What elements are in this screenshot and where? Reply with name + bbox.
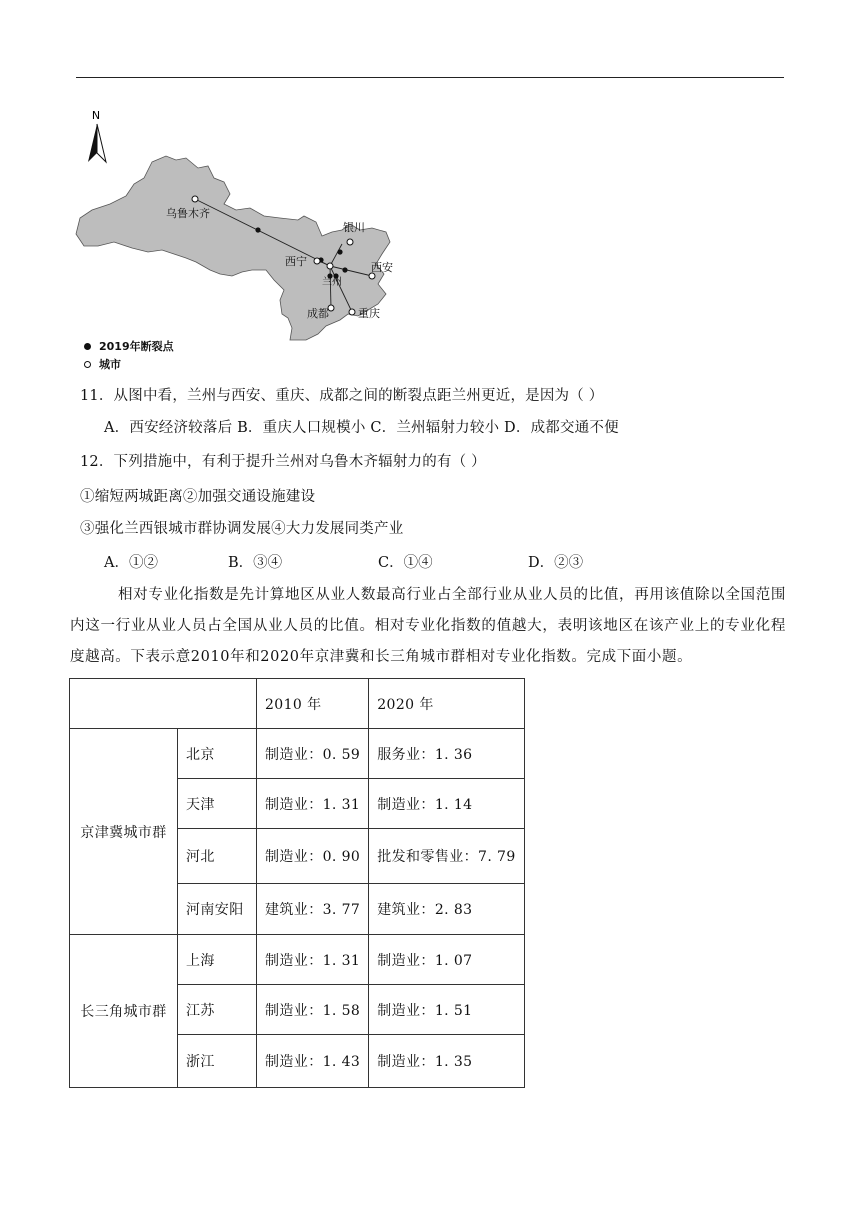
table-cell: 制造业：0. 90 (257, 829, 369, 884)
label-chongqing: 重庆 (358, 307, 380, 320)
passage: 相对专业化指数是先计算地区从业人数最高行业占全部行业从业人员的比值，再用该值除以全国范围内这一行业从业人员占全国从业人员的比值。相对专业化指数的值越大，表明该地区在该产业上的专业化程度越高。下表示意2010年和2020年京津冀和长三角城市群相对专业化指数。完成下面小题。 (70, 587, 786, 665)
table-cell: 建筑业：2. 83 (369, 884, 524, 935)
table-cell: 建筑业：3. 77 (257, 884, 369, 935)
table-header-row (70, 679, 525, 729)
table-cell: 江苏 (178, 985, 257, 1035)
table-cell: 服务业：1. 36 (369, 729, 524, 779)
group-label: 长三角城市群 (70, 935, 178, 1088)
label-urumqi: 乌鲁木齐 (166, 207, 210, 220)
header-rule (76, 77, 784, 78)
table-cell: 制造业：1. 35 (369, 1035, 524, 1088)
city-urumqi (192, 196, 198, 202)
q12-option-b: B．③④ (228, 555, 283, 571)
table-cell: 浙江 (178, 1035, 257, 1088)
table-header-cell: 2010 年 (257, 679, 369, 729)
city-xining (314, 258, 320, 264)
legend-breakpoint-label: 2019年断裂点 (99, 340, 174, 353)
breakpoint-urumqi-lanzhou (255, 227, 260, 232)
city-lanzhou (327, 263, 333, 269)
legend-breakpoint (84, 338, 174, 354)
q12-item-2: ③强化兰西银城市群协调发展④大力发展同类产业 (80, 521, 404, 537)
table-cell: 制造业：1. 07 (369, 935, 524, 985)
city-yinchuan (347, 239, 353, 245)
label-xian: 西安 (371, 261, 393, 274)
table-cell: 河南安阳 (178, 884, 257, 935)
q12-item-1: ①缩短两城距离②加强交通设施建设 (80, 489, 316, 505)
q11-stem: 11．从图中看，兰州与西安、重庆、成都之间的断裂点距兰州更近，是因为（ ） (80, 388, 604, 404)
table-header-cell (70, 679, 257, 729)
city-chongqing (349, 309, 355, 315)
table-cell: 批发和零售业：7. 79 (369, 829, 524, 884)
table-cell: 制造业：1. 43 (257, 1035, 369, 1088)
city-marker-icon (84, 361, 91, 368)
table-cell: 北京 (178, 729, 257, 779)
label-lanzhou: 兰州 (322, 277, 342, 288)
table-cell: 制造业：1. 58 (257, 985, 369, 1035)
region-shape (76, 156, 390, 340)
legend-city (84, 356, 121, 372)
q12-option-a: A．①② (104, 555, 158, 571)
northwest-china-map (74, 104, 414, 354)
table-cell: 制造业：1. 31 (257, 935, 369, 985)
q11-options: A．西安经济较落后 B．重庆人口规模小 C．兰州辐射力较小 D．成都交通不便 (104, 420, 619, 436)
label-xining: 西宁 (285, 255, 307, 268)
table-row (70, 729, 525, 779)
label-chengdu: 成都 (307, 307, 329, 320)
q12-option-c: C．①④ (378, 555, 433, 571)
q12-stem: 12．下列措施中，有利于提升兰州对乌鲁木齐辐射力的有（ ） (80, 454, 486, 470)
q12-option-d: D．②③ (528, 555, 584, 571)
group-label: 京津冀城市群 (70, 729, 178, 935)
table-cell: 制造业：1. 51 (369, 985, 524, 1035)
specialization-table (69, 678, 525, 1088)
label-yinchuan: 银川 (343, 221, 365, 234)
legend-city-label: 城市 (99, 358, 121, 371)
breakpoint-lanzhou-xian (342, 267, 347, 272)
north-label: N (91, 109, 101, 122)
table-cell: 制造业：0. 59 (257, 729, 369, 779)
table-cell: 河北 (178, 829, 257, 884)
breakpoint-marker-icon (84, 343, 91, 350)
table-header-cell: 2020 年 (369, 679, 524, 729)
table-cell: 上海 (178, 935, 257, 985)
table-cell: 天津 (178, 779, 257, 829)
north-arrow-icon (88, 109, 106, 162)
table-row (70, 935, 525, 985)
table-cell: 制造业：1. 31 (257, 779, 369, 829)
breakpoint-lanzhou-yinchuan (337, 249, 342, 254)
table-cell: 制造业：1. 14 (369, 779, 524, 829)
